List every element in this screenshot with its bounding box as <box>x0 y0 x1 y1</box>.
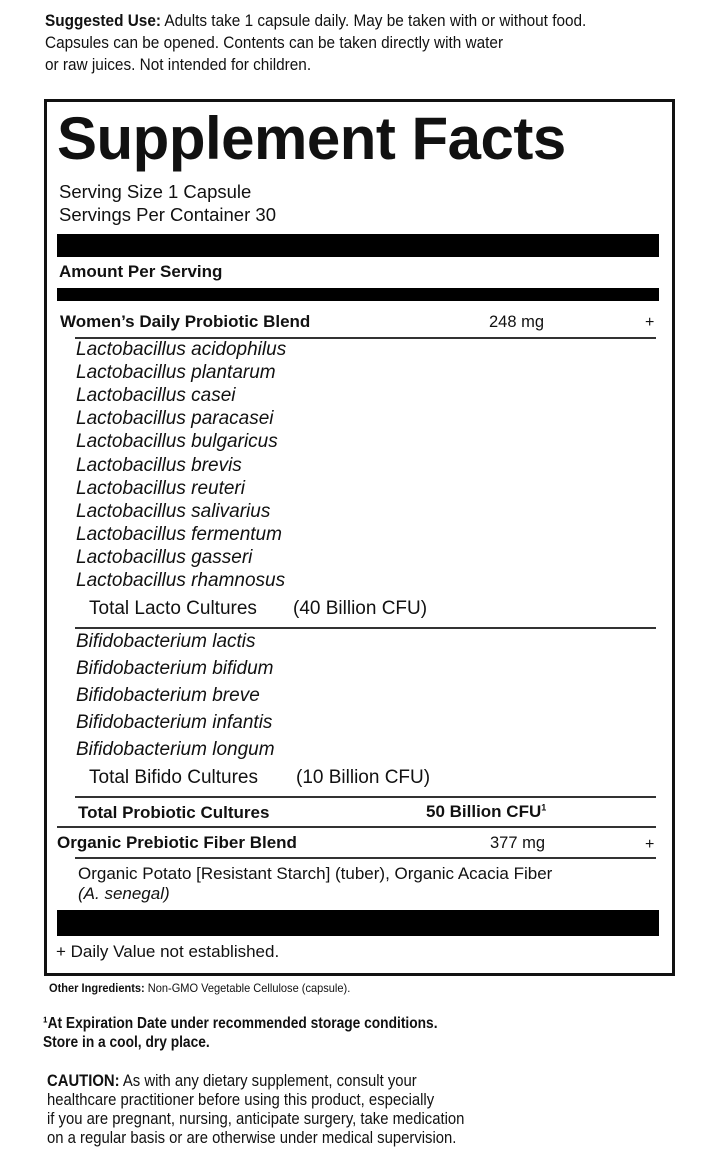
caution-line: As with any dietary supplement, consult your <box>119 1072 417 1090</box>
prebiotic-ingredients: Organic Potato [Resistant Starch] (tuber), Organic Acacia Fiber <box>78 864 553 883</box>
prebiotic-source: (A. senegal) <box>78 884 170 903</box>
prebiotic-name: Organic Prebiotic Fiber Blend <box>57 833 297 852</box>
suggested-use-label: Suggested Use: <box>45 12 161 30</box>
divider-bar <box>57 910 659 936</box>
caution-line: healthcare practitioner before using this product, especially <box>47 1091 435 1109</box>
strain-item: Bifidobacterium infantis <box>76 712 273 733</box>
caution-label: CAUTION: <box>47 1072 120 1090</box>
total-lacto-amount: (40 Billion CFU) <box>293 598 428 619</box>
caution-line: on a regular basis or are otherwise under medical supervision. <box>47 1129 457 1147</box>
total-probiotic-label: Total Probiotic Cultures <box>78 803 270 822</box>
strain-item: Bifidobacterium breve <box>76 685 260 706</box>
strain-item: Lactobacillus acidophilus <box>76 339 287 360</box>
amount-per-serving: Amount Per Serving <box>59 262 223 281</box>
total-bifido-label: Total Bifido Cultures <box>89 767 258 788</box>
suggested-use-line: Capsules can be opened. Contents can be taken directly with water <box>45 34 504 52</box>
total-bifido-amount: (10 Billion CFU) <box>296 767 431 788</box>
prebiotic-dv: + <box>645 836 655 853</box>
total-lacto-label: Total Lacto Cultures <box>89 598 257 619</box>
strain-item: Bifidobacterium longum <box>76 739 275 760</box>
suggested-use <box>45 10 586 76</box>
strain-item: Lactobacillus reuteri <box>76 477 245 499</box>
caution-line: if you are pregnant, nursing, anticipate surgery, take medication <box>47 1110 465 1128</box>
divider-bar <box>57 288 659 301</box>
total-probiotic-amount <box>426 802 546 822</box>
footnote-marker: 1 <box>541 802 547 813</box>
other-ingredients-text: Non-GMO Vegetable Cellulose (capsule). <box>144 981 351 995</box>
strain-item: Lactobacillus plantarum <box>76 362 276 384</box>
strain-item: Bifidobacterium bifidum <box>76 658 274 679</box>
strain-item: Lactobacillus gasseri <box>76 546 253 568</box>
suggested-use-line: Adults take 1 capsule daily. May be taken with or without food. <box>160 12 587 30</box>
servings-per-container: Servings Per Container 30 <box>59 204 276 225</box>
daily-value-note: + Daily Value not established. <box>56 942 280 961</box>
blend-name: Women’s Daily Probiotic Blend <box>60 312 311 331</box>
strain-item: Lactobacillus brevis <box>76 454 242 476</box>
panel-title: Supplement Facts <box>57 105 566 172</box>
divider-line <box>57 826 656 828</box>
divider-line <box>75 627 656 629</box>
strain-item: Lactobacillus paracasei <box>76 408 274 430</box>
serving-size: Serving Size 1 Capsule <box>59 181 252 202</box>
strain-item: Lactobacillus rhamnosus <box>76 570 286 591</box>
blend-amount: 248 mg <box>489 313 545 331</box>
blend-dv: + <box>645 314 655 331</box>
divider-line <box>75 857 656 859</box>
suggested-use-line: or raw juices. Not intended for children. <box>45 56 312 74</box>
footnote-line: ¹At Expiration Date under recommended storage conditions. <box>43 1015 438 1032</box>
divider-bar <box>57 234 659 257</box>
footnote-line: Store in a cool, dry place. <box>43 1034 210 1051</box>
strain-item: Bifidobacterium lactis <box>76 631 256 652</box>
prebiotic-amount: 377 mg <box>490 834 546 852</box>
strain-item: Lactobacillus bulgaricus <box>76 431 278 453</box>
strain-item: Lactobacillus fermentum <box>76 523 282 545</box>
strain-item: Lactobacillus casei <box>76 385 236 407</box>
divider-line <box>75 796 656 798</box>
other-ingredients <box>49 981 350 995</box>
strain-item: Lactobacillus salivarius <box>76 500 271 522</box>
other-ingredients-label: Other Ingredients: <box>49 981 145 995</box>
total-probiotic-value: 50 Billion CFU <box>426 802 542 821</box>
caution <box>47 1072 464 1148</box>
